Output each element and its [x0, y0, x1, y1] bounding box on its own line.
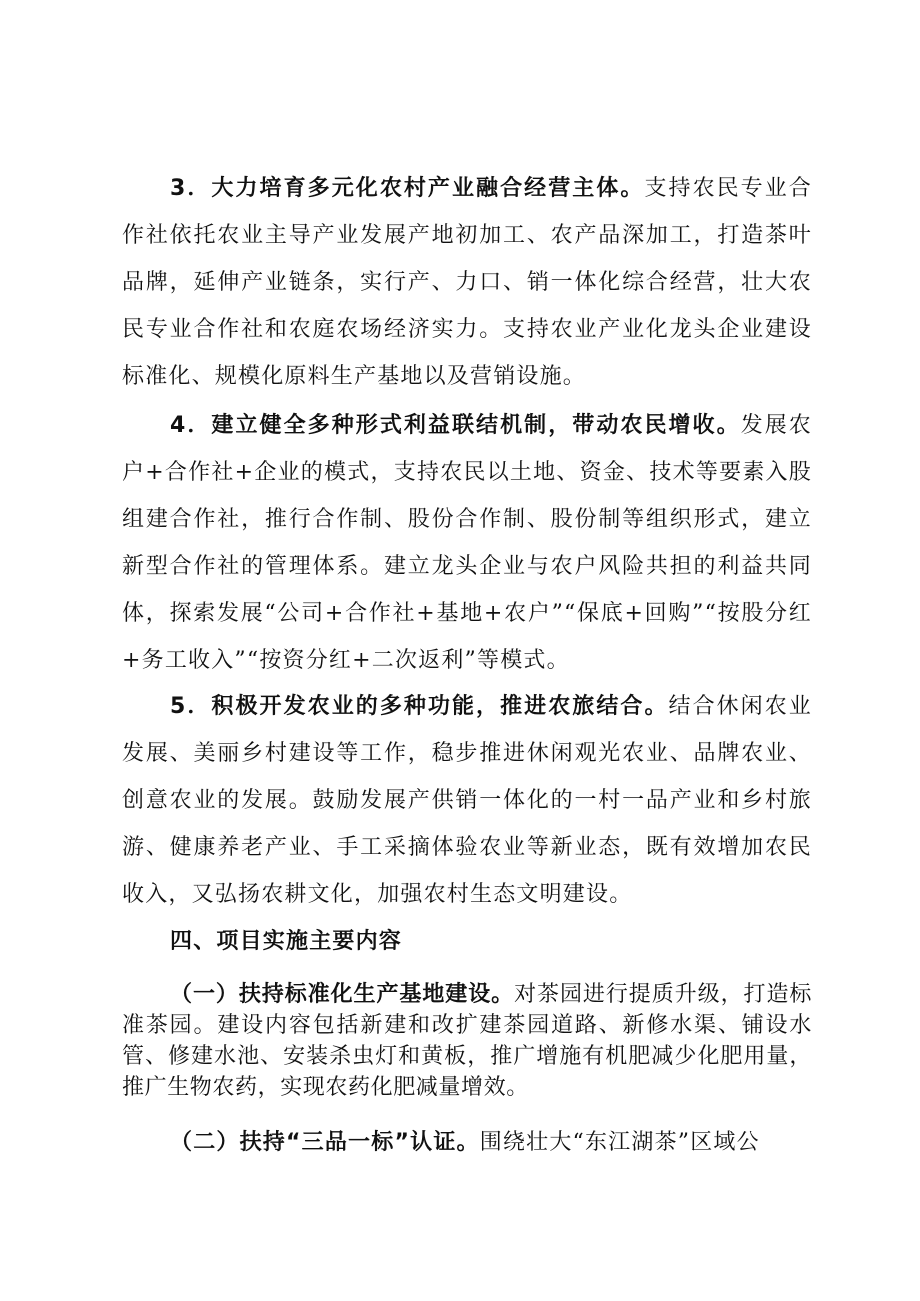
paragraph-5-lead: 5．积极开发农业的多种功能，推进农旅结合。	[170, 694, 669, 719]
paragraph-4-lead: 4．建立健全多种形式利益联结机制，带动农民增收。	[170, 413, 741, 438]
paragraph-5	[122, 683, 812, 918]
subsection-2-body: 围绕壮大“东江湖茶”区域公	[479, 1130, 760, 1155]
subsection-1	[122, 979, 812, 1103]
paragraph-5-body: 结合休闲农业发展、美丽乡村建设等工作，稳步推进休闲观光农业、品牌农业、创意农业的发展。鼓励发展产供销一体化的一村一品产业和乡村旅游、健康养老产业、手工采摘体验农业等新业态，既有效增加农民收入，又弘扬农耕文化，加强农村生态文明建设。	[122, 694, 813, 907]
paragraph-4	[122, 402, 812, 684]
subsection-2-lead: （二）扶持“三品一标”认证。	[170, 1130, 480, 1155]
paragraph-3	[122, 165, 812, 400]
paragraph-4-body: 发展农户+合作社+企业的模式，支持农民以土地、资金、技术等要素入股组建合作社，推行合作制、股份合作制、股份制等组织形式，建立新型合作社的管理体系。建立龙头企业与农户风险共担的利益共同体，探索发展“公司+合作社+基地+农户”“保底+回购”“按股分红+务工收入”“按资分红+二次返利”等模式。	[122, 413, 813, 673]
paragraph-3-lead: 3．大力培育多元化农村产业融合经营主体。	[170, 176, 645, 201]
section-heading: 四、项目实施主要内容	[170, 929, 403, 954]
paragraph-3-body: 支持农民专业合作社依托农业主导产业发展产地初加工、农产品深加工，打造茶叶品牌，延伸产业链条，实行产、力口、销一体化综合经营，壮大农民专业合作社和农庭农场经济实力。支持农业产业化龙头企业建设标准化、规模化原料生产基地以及营销设施。	[122, 176, 812, 389]
subsection-2	[122, 1119, 812, 1166]
subsection-1-lead: （一）扶持标准化生产基地建设。	[170, 982, 515, 1007]
subsection-1-body: 对茶园进行提质升级，打造标准茶园。建设内容包括新建和改扩建茶园道路、新修水渠、铺设水管、修建水池、安装杀虫灯和黄板，推广增施有机肥减少化肥用量，推广生物农药，实现农药化肥减量增效。	[122, 982, 812, 1100]
